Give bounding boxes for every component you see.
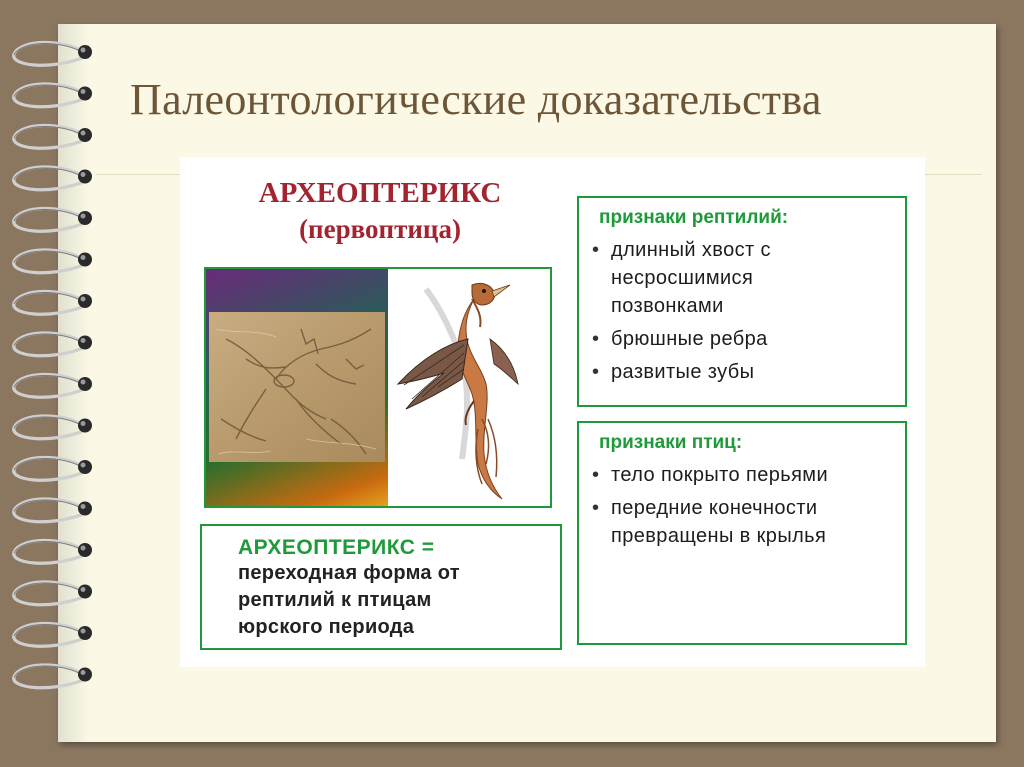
reptile-signs-heading: признаки рептилий: xyxy=(599,207,789,228)
spiral-ring-icon xyxy=(14,416,92,439)
card-title xyxy=(180,175,580,247)
spiral-ring-icon xyxy=(14,84,92,107)
spiral-ring-icon xyxy=(14,291,92,314)
list-item-line: передние конечности xyxy=(611,497,818,519)
list-item-line: тело покрыто перьями xyxy=(611,464,829,486)
spiral-ring-icon xyxy=(14,333,92,356)
fossil-image xyxy=(206,269,388,506)
list-item-line: превращены в крылья xyxy=(611,525,827,547)
spiral-ring-icon xyxy=(14,665,92,688)
list-item-line: длинный хвост с xyxy=(611,239,771,261)
definition-line: переходная форма от xyxy=(238,562,460,584)
spiral-binding xyxy=(0,0,110,767)
spiral-ring-icon xyxy=(14,623,92,646)
list-item xyxy=(589,494,895,550)
definition-box xyxy=(200,524,562,650)
spiral-ring-icon xyxy=(14,208,92,231)
list-item-line: несросшимися xyxy=(611,267,754,289)
reptile-signs-box xyxy=(577,196,907,407)
definition-line: рептилий к птицам xyxy=(238,589,432,611)
definition-heading: АРХЕОПТЕРИКС = xyxy=(238,536,435,559)
bird-signs-heading: признаки птиц: xyxy=(599,432,743,453)
bird-signs-list xyxy=(589,461,895,550)
spiral-ring-icon xyxy=(14,582,92,605)
card-title-main: АРХЕОПТЕРИКС xyxy=(258,177,502,209)
list-item xyxy=(589,358,895,386)
list-item xyxy=(589,461,895,489)
spiral-ring-icon xyxy=(14,499,92,522)
reptile-signs-list xyxy=(589,236,895,386)
spiral-ring-icon xyxy=(14,250,92,273)
definition-line: юрского периода xyxy=(238,616,415,638)
list-item-line: развитые зубы xyxy=(611,361,755,383)
list-item xyxy=(589,325,895,353)
slide-title: Палеонтологические доказательства xyxy=(130,75,822,124)
spiral-ring-icon xyxy=(14,457,92,480)
archaeopteryx-illustration xyxy=(386,269,550,506)
spiral-ring-icon xyxy=(14,374,92,397)
card-title-sub: (первоптица) xyxy=(299,214,461,244)
spiral-ring-icon xyxy=(14,167,92,190)
spiral-ring-icon xyxy=(14,540,92,563)
list-item-line: брюшные ребра xyxy=(611,328,768,350)
list-item-line: позвонками xyxy=(611,295,724,317)
content-card xyxy=(180,157,925,667)
spiral-ring-icon xyxy=(14,42,92,65)
archaeopteryx-images xyxy=(204,267,552,508)
list-item xyxy=(589,236,895,320)
spiral-ring-icon xyxy=(14,125,92,148)
bird-signs-box xyxy=(577,421,907,645)
